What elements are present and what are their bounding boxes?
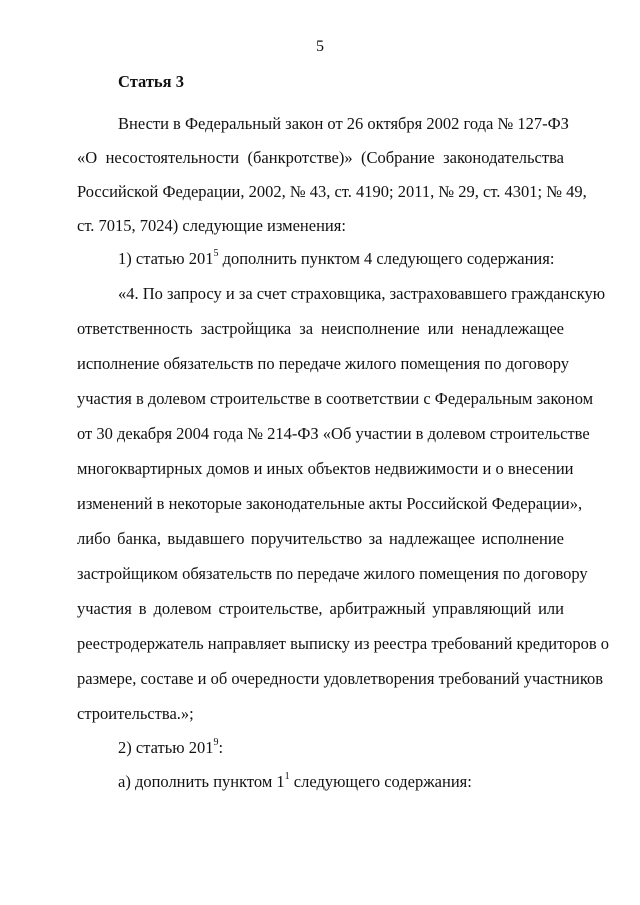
paragraph-line: Российской Федерации, 2002, № 43, ст. 4190; 2011, № 29, ст. 4301; № 49,: [77, 182, 587, 201]
page-number: 5: [316, 38, 324, 55]
quote-line: исполнение обязательств по передаче жилого помещения по договору: [77, 354, 570, 373]
quote-line: застройщиком обязательств по передаче жилого помещения по договору: [77, 564, 588, 583]
quote-line: участия в долевом строительстве в соответствии с Федеральным законом: [77, 389, 594, 408]
list-item-text: 1) статью 201: [118, 249, 214, 268]
superscript: 9: [213, 736, 219, 748]
list-item-text: :: [218, 738, 224, 757]
quote-line: от 30 декабря 2004 года № 214-ФЗ «Об участии в долевом строительстве: [77, 424, 590, 443]
paragraph-line: «О несостоятельности (банкротстве)» (Собрание законодательства: [77, 148, 564, 167]
list-item-text: дополнить пунктом 4 следующего содержания:: [218, 249, 555, 268]
quote-line: «4. По запросу и за счет страховщика, застраховавшего гражданскую: [118, 284, 606, 303]
quote-line: ответственность застройщика за неисполнение или ненадлежащее: [77, 319, 564, 338]
list-item-line: [118, 736, 564, 757]
list-item-line: [118, 770, 564, 791]
quote-line: либо банка, выдавшего поручительство за надлежащее исполнение: [77, 529, 564, 548]
superscript: 5: [213, 247, 219, 259]
quote-line: многоквартирных домов и иных объектов недвижимости и о внесении: [77, 459, 574, 478]
list-item-text: 2) статью 201: [118, 738, 214, 757]
quote-line: размере, составе и об очередности удовлетворения требований участников: [77, 669, 604, 688]
quote-line: строительства.»;: [77, 704, 194, 723]
paragraph-line: ст. 7015, 7024) следующие изменения:: [77, 216, 346, 235]
article-heading: Статья 3: [118, 72, 184, 91]
list-item-line: [118, 247, 564, 268]
superscript: 1: [284, 770, 290, 782]
quote-line: реестродержатель направляет выписку из реестра требований кредиторов о: [77, 634, 610, 653]
quote-line: изменений в некоторые законодательные акты Российской Федерации»,: [77, 494, 583, 513]
list-item-text: следующего содержания:: [289, 772, 472, 791]
quote-line: участия в долевом строительстве, арбитражный управляющий или: [77, 599, 564, 618]
list-item-text: а) дополнить пунктом 1: [118, 772, 285, 791]
paragraph-line: Внести в Федеральный закон от 26 октября 2002 года № 127-ФЗ: [118, 114, 569, 133]
